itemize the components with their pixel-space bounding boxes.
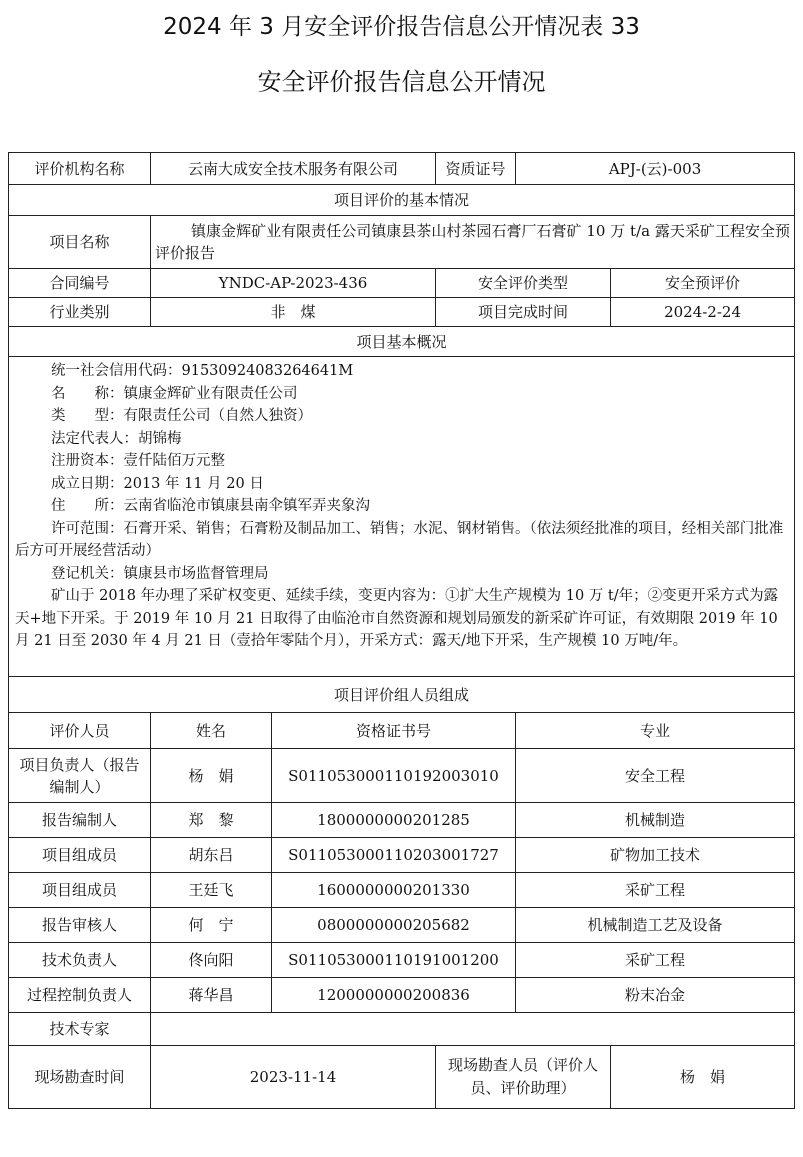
eval-type-label: 安全评价类型 [436, 269, 611, 298]
org-label: 评价机构名称 [9, 153, 151, 185]
contract-row [9, 269, 795, 298]
overview-section-header: 项目基本概况 [9, 327, 795, 357]
table-row [9, 749, 795, 803]
founding-date: 成立日期：2013 年 11 月 20 日 [51, 475, 264, 492]
role-cell: 报告编制人 [9, 803, 151, 838]
mine-history: 矿山于 2018 年办理了采矿权变更、延续手续，变更内容为：①扩大生产规模为 10 万 t/年；②变更开采方式为露天+地下开采。于 2019 年 10 月 21 日取得了由临沧市自然资源和规划局颁发的新采矿许可证，有效期限 2019 年 10 月 21 日至 2030 年 4 月 21 日（壹拾年零陆个月），开采方式：露天/地下开采，生产规模 10 万吨/年。 [15, 588, 779, 649]
contract-value: YNDC-AP-2023-436 [151, 269, 436, 298]
cert-label: 资质证号 [436, 153, 516, 185]
survey-staff-value: 杨 娟 [611, 1046, 795, 1109]
company-address: 住 所：云南省临沧市镇康县南伞镇军弄夹象沟 [51, 498, 370, 514]
project-name-row [9, 216, 795, 269]
major-cell: 采矿工程 [516, 873, 795, 908]
company-type: 类 型：有限责任公司（自然人独资） [51, 408, 312, 424]
name-cell: 杨 娟 [151, 749, 272, 803]
registered-capital: 注册资本：壹仟陆佰万元整 [51, 453, 225, 469]
eval-type-value: 安全预评价 [611, 269, 795, 298]
document-subtitle: 安全评价报告信息公开情况 [257, 68, 546, 96]
basic-section-header: 项目评价的基本情况 [9, 185, 795, 216]
name-cell: 佟向阳 [151, 943, 272, 978]
document-title: 2024 年 3 月安全评价报告信息公开情况表 33 [163, 14, 640, 40]
credit-code: 统一社会信用代码：91530924083264641M [51, 363, 354, 379]
cert-cell: 1200000000200836 [272, 978, 516, 1013]
company-name: 名 称：镇康金辉矿业有限责任公司 [51, 385, 298, 402]
project-name-value: 镇康金辉矿业有限责任公司镇康县茶山村茶园石膏厂石膏矿 10 万 t/a 露天采矿工程安全预评价报告 [151, 216, 795, 269]
disclosure-table [8, 152, 795, 1109]
survey-staff-label: 现场勘查人员（评价人员、评价助理） [436, 1046, 611, 1109]
team-section-header: 项目评价组人员组成 [9, 677, 795, 713]
name-cell: 蒋华昌 [151, 978, 272, 1013]
org-row [9, 153, 795, 185]
major-cell: 粉末冶金 [516, 978, 795, 1013]
cert-cell: S011053000110192003010 [272, 749, 516, 803]
table-row [9, 908, 795, 943]
table-row [9, 803, 795, 838]
complete-label: 项目完成时间 [436, 298, 611, 327]
cert-cell: S011053000110191001200 [272, 943, 516, 978]
name-cell: 郑 黎 [151, 803, 272, 838]
cert-cell: 1800000000201285 [272, 803, 516, 838]
role-cell: 项目负责人（报告编制人） [9, 749, 151, 803]
role-cell: 技术负责人 [9, 943, 151, 978]
expert-label: 技术专家 [9, 1013, 151, 1046]
major-cell: 机械制造 [516, 803, 795, 838]
complete-value: 2024-2-24 [611, 298, 795, 327]
name-cell: 何 宁 [151, 908, 272, 943]
major-cell: 安全工程 [516, 749, 795, 803]
registrar: 登记机关：镇康县市场监督管理局 [51, 565, 269, 582]
major-cell: 矿物加工技术 [516, 838, 795, 873]
cert-cell: S011053000110203001727 [272, 838, 516, 873]
team-header-row [9, 713, 795, 749]
contract-label: 合同编号 [9, 269, 151, 298]
cert-value: APJ-(云)-003 [516, 153, 795, 185]
major-cell: 机械制造工艺及设备 [516, 908, 795, 943]
role-cell: 过程控制负责人 [9, 978, 151, 1013]
major-cell: 采矿工程 [516, 943, 795, 978]
table-row [9, 943, 795, 978]
industry-label: 行业类别 [9, 298, 151, 327]
col-cert: 资格证书号 [272, 713, 516, 749]
expert-value [151, 1013, 795, 1046]
col-role: 评价人员 [9, 713, 151, 749]
project-name-label: 项目名称 [9, 216, 151, 269]
survey-row [9, 1046, 795, 1109]
license-scope: 许可范围：石膏开采、销售；石膏粉及制品加工、销售；水泥、钢材销售。（依法须经批准的项目，经相关部门批准后方可开展经营活动） [15, 520, 784, 559]
legal-representative: 法定代表人：胡锦梅 [51, 430, 182, 447]
industry-row [9, 298, 795, 327]
table-row [9, 838, 795, 873]
col-major: 专业 [516, 713, 795, 749]
role-cell: 报告审核人 [9, 908, 151, 943]
table-row [9, 978, 795, 1013]
cert-cell: 0800000000205682 [272, 908, 516, 943]
cert-cell: 1600000000201330 [272, 873, 516, 908]
survey-time-label: 现场勘查时间 [9, 1046, 151, 1109]
role-cell: 项目组成员 [9, 873, 151, 908]
name-cell: 王廷飞 [151, 873, 272, 908]
org-value: 云南大成安全技术服务有限公司 [151, 153, 436, 185]
survey-time-value: 2023-11-14 [151, 1046, 436, 1109]
table-row [9, 873, 795, 908]
industry-value: 非 煤 [151, 298, 436, 327]
col-name: 姓名 [151, 713, 272, 749]
expert-row [9, 1013, 795, 1046]
overview-body [9, 357, 795, 677]
role-cell: 项目组成员 [9, 838, 151, 873]
name-cell: 胡东吕 [151, 838, 272, 873]
